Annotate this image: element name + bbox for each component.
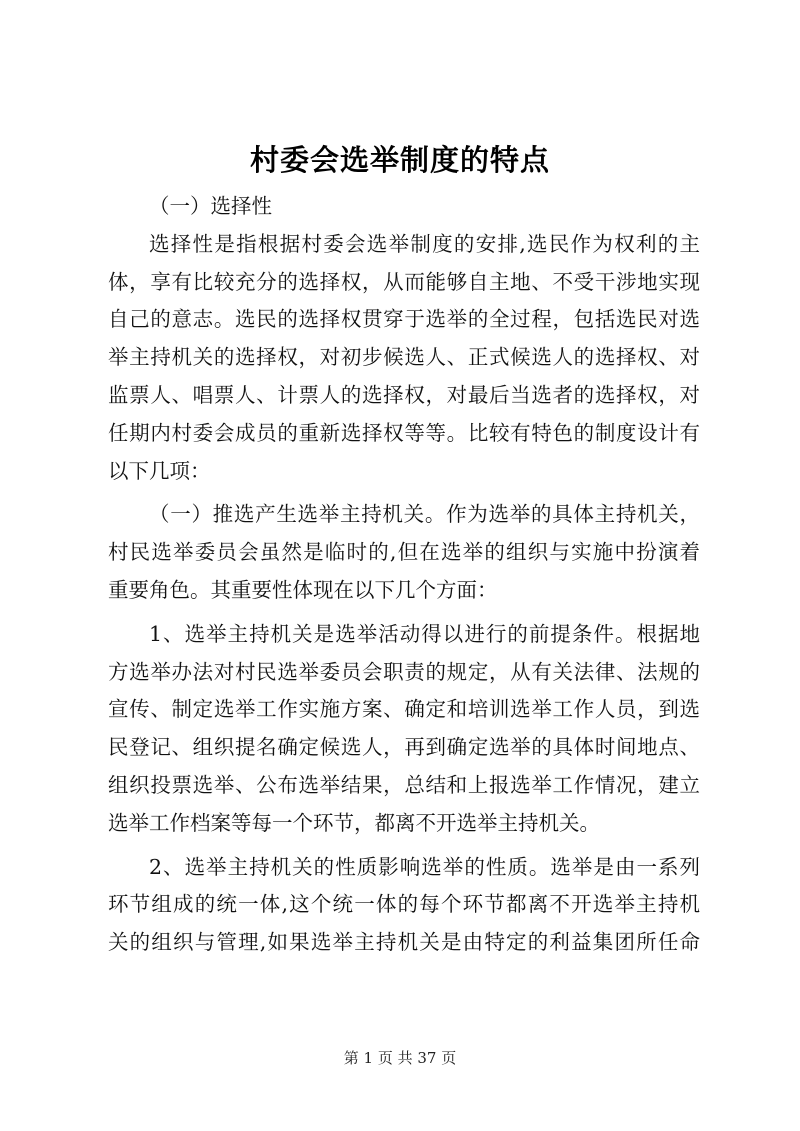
- paragraph-line: 关的组织与管理,如果选举主持机关是由特定的利益集团所任命: [108, 930, 700, 955]
- paragraph-line: 以下几项：: [108, 458, 211, 483]
- paragraph-line: 1、选举主持机关是选举活动得以进行的前提条件。根据地: [149, 621, 700, 646]
- paragraph-line: 方选举办法对村民选举委员会职责的规定，从有关法律、法规的: [108, 659, 700, 684]
- paragraph-line: 村民选举委员会虽然是临时的,但在选举的组织与实施中扮演着: [108, 540, 700, 565]
- paragraph-line: 体，享有比较充分的选择权，从而能够自主地、不受干涉地实现: [108, 269, 700, 294]
- paragraph-line: 自己的意志。选民的选择权贯穿于选举的全过程，包括选民对选: [108, 307, 700, 332]
- paragraph-line: 监票人、唱票人、计票人的选择权，对最后当选者的选择权，对: [108, 382, 700, 407]
- paragraph-line: 重要角色。其重要性体现在以下几个方面：: [108, 577, 498, 602]
- paragraph: [108, 616, 700, 843]
- paragraph-line: 任期内村委会成员的重新选择权等等。比较有特色的制度设计有: [108, 420, 700, 445]
- section-heading: （一）选择性: [149, 194, 272, 218]
- paragraph-line: 组织投票选举、公布选举结果，总结和上报选举工作情况，建立: [108, 772, 700, 797]
- paragraph: [108, 496, 700, 609]
- paragraph: [108, 226, 700, 491]
- paragraph-line: 举主持机关的选择权，对初步候选人、正式候选人的选择权、对: [108, 345, 700, 370]
- paragraph-line: 2、选举主持机关的性质影响选举的性质。选举是由一系列: [149, 854, 700, 879]
- page-footer: 第 1 页 共 37 页: [343, 1049, 457, 1067]
- paragraph-line: （一）推选产生选举主持机关。作为选举的具体主持机关，: [149, 502, 700, 527]
- paragraph-line: 选择性是指根据村委会选举制度的安排,选民作为权利的主: [149, 231, 700, 256]
- paragraph: [108, 849, 700, 962]
- paragraph-line: 民登记、组织提名确定候选人，再到确定选举的具体时间地点、: [108, 735, 700, 760]
- document-body: [108, 188, 700, 962]
- document-title: 村委会选举制度的特点: [249, 143, 550, 177]
- paragraph-line: 环节组成的统一体,这个统一体的每个环节都离不开选举主持机: [108, 892, 700, 917]
- paragraph-line: 宣传、制定选举工作实施方案、确定和培训选举工作人员，到选: [108, 697, 700, 722]
- paragraph-line: 选举工作档案等每一个环节，都离不开选举主持机关。: [108, 810, 600, 835]
